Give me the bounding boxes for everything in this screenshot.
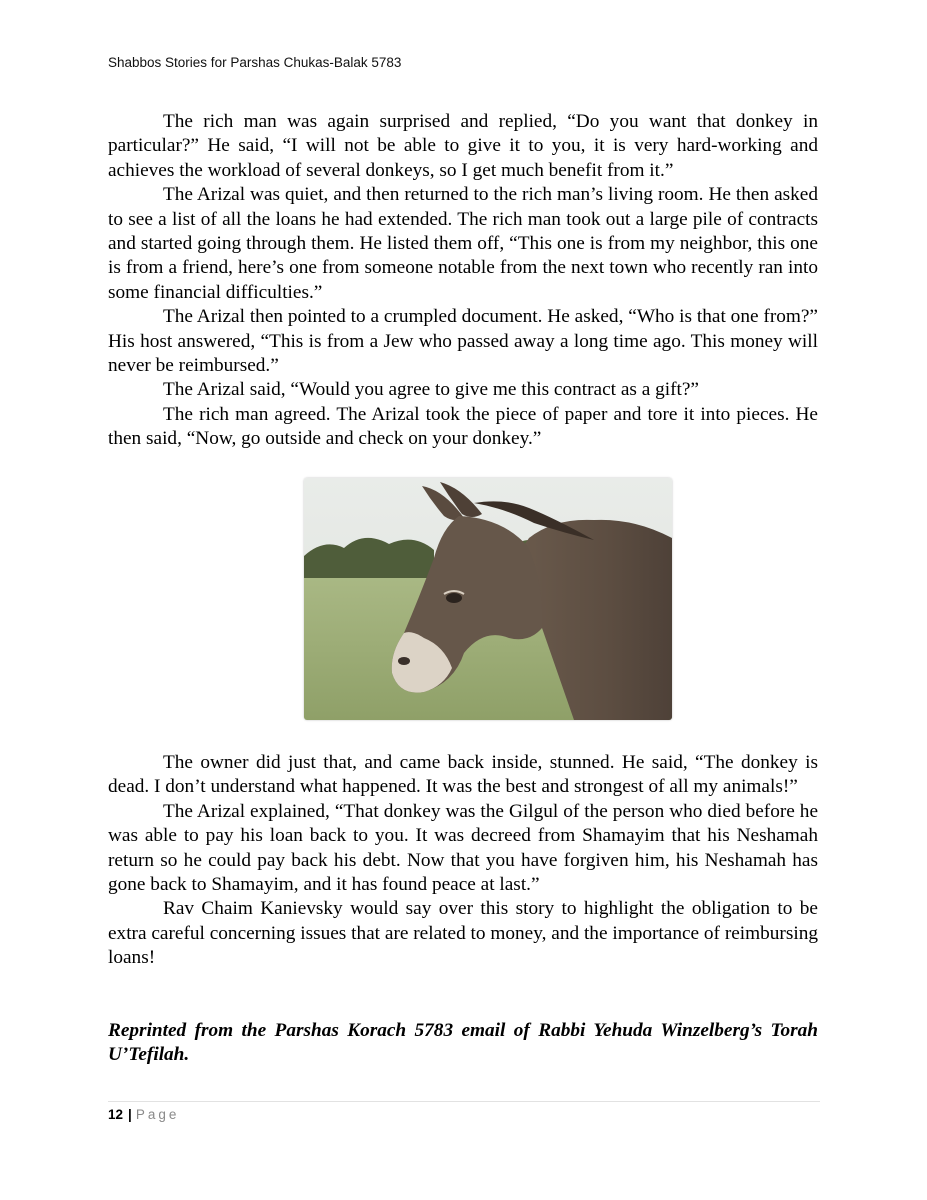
footer-separator: | [128,1107,132,1122]
page-label: Page [135,1107,180,1122]
paragraph: Rav Chaim Kanievsky would say over this story to highlight the obligation to be extra careful concerning issues that are related to money, and the importance of reimbursing loans! [108,898,818,969]
paragraph: The Arizal explained, “That donkey was the Gilgul of the person who died before he was able to pay his loan back to you. It was decreed from Shamayim that his Neshamah return so he could pay back his debt. Now that you have forgiven him, his Neshamah has gone back to Shamayim, and it has found peace at last.” [108,800,818,896]
running-header: Shabbos Stories for Parshas Chukas-Balak 5783 [108,55,402,70]
paragraph: The rich man agreed. The Arizal took the piece of paper and tore it into pieces. He then said, “Now, go outside and check on your donkey.” [108,403,818,450]
paragraph: The rich man was again surprised and replied, “Do you want that donkey in particular?” He said, “I will not be able to give it to you, it is very hard-working and achieves the workload of several donkeys, so I get much benefit from it.” [108,111,818,181]
donkey-photo [304,478,672,720]
story-text-bottom [108,751,818,971]
page-footer [108,1107,179,1122]
paragraph: The Arizal then pointed to a crumpled document. He asked, “Who is that one from?” His host answered, “This is from a Jew who passed away a long time ago. This money will never be reimbursed.” [108,306,818,377]
paragraph: The Arizal said, “Would you agree to give me this contract as a gift?” [163,379,699,401]
paragraph: The owner did just that, and came back inside, stunned. He said, “The donkey is dead. I don’t understand what happened. It was the best and strongest of all my animals!” [108,752,818,798]
story-text-top [108,110,818,452]
reprint-credit: Reprinted from the Parshas Korach 5783 email of Rabbi Yehuda Winzelberg’s Torah U’Tefilah. [108,1020,818,1066]
paragraph: The Arizal was quiet, and then returned to the rich man’s living room. He then asked to see a list of all the loans he had extended. The rich man took out a large pile of contracts and started going through them. He listed them off, “This one is from my neighbor, this one is from a friend, here’s one from someone notable from the next town who recently ran into some financial difficulties.” [108,184,818,303]
footer-divider [108,1101,820,1102]
page-number: 12 [108,1107,124,1122]
